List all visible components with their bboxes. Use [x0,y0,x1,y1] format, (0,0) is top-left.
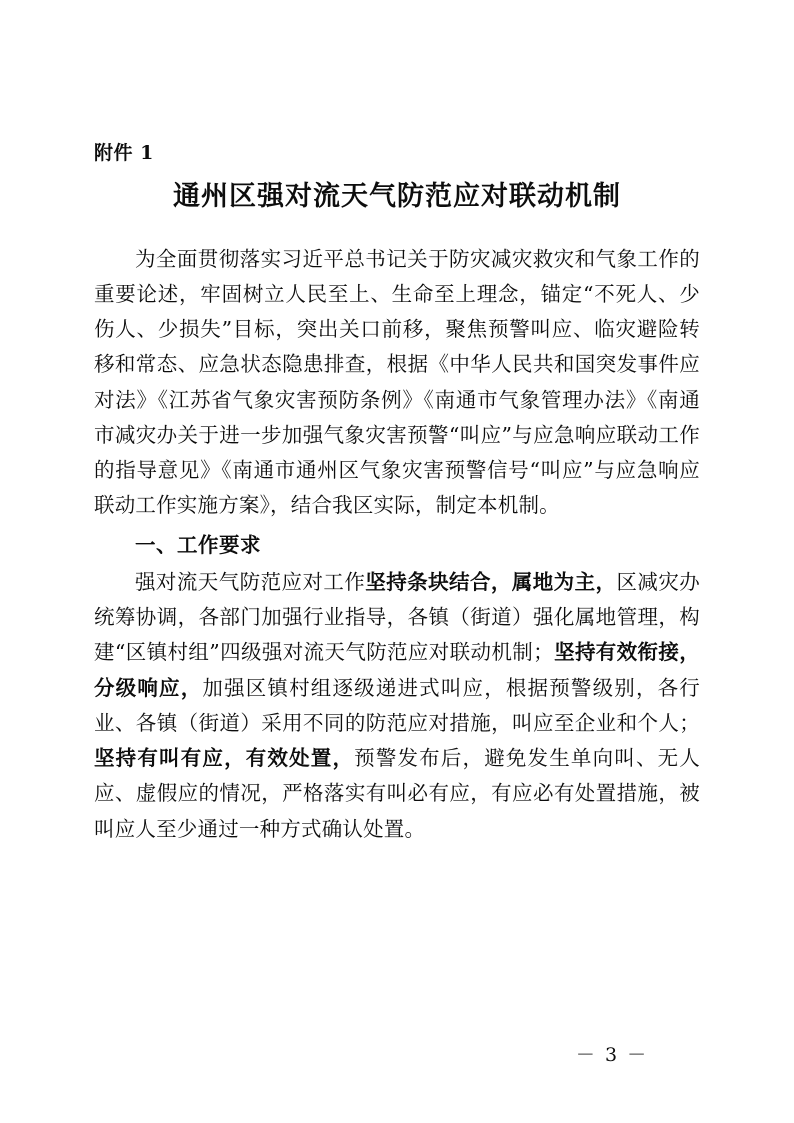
attachment-label: 附件 1 [94,142,154,164]
text-segment-e: 加强区镇村组逐级递进式叫应，根据预警级别，各行业、各镇（街道）采用不同的防范应对措施，叫应至企业和个人； [94,675,700,735]
paragraph-intro: 为全面贯彻落实习近平总书记关于防灾减灾救灾和气象工作的重要论述，牢固树立人民至上、生命至上理念，锚定“不死人、少伤人、少损失”目标，突出关口前移，聚焦预警叫应、临灾避险转移和常态、应急状态隐患排查，根据《中华人民共和国突发事件应对法》《江苏省气象灾害预防条例》《南通市气象管理办法》《南通市减灾办关于进一步加强气象灾害预警“叫应”与应急响应联动工作的指导意见》《南通市通州区气象灾害预警信号“叫应”与应急响应联动工作实施方案》，结合我区实际，制定本机制。 [94,246,700,518]
text-segment-a: 强对流天气防范应对工作 [135,569,366,594]
text-segment-f-bold: 坚持有叫有应，有效处置， [94,746,355,771]
text-segment-d-bold: 坚持有效衔接，分级响应， [94,640,701,700]
page-number: － 3 － [575,1044,649,1066]
section-heading-work-requirements: 一、工作要求 [135,532,261,557]
text-segment-g: 预警发布后，避免发生单向叫、无人应、虚假应的情况，严格落实有叫必有应，有应必有处置措施，被叫应人至少通过一种方式确认处置。 [94,746,701,841]
page-title: 通州区强对流天气防范应对联动机制 [173,180,621,212]
page-footer [0,1040,794,1067]
text-segment-b-bold: 坚持条块结合，属地为主， [365,569,617,594]
paragraph-work-requirements [94,565,700,847]
text-segment-c: 区减灾办统筹协调，各部门加强行业指导，各镇（街道）强化属地管理，构建“区镇村组”四级强对流天气防范应对联动机制； [94,569,701,665]
